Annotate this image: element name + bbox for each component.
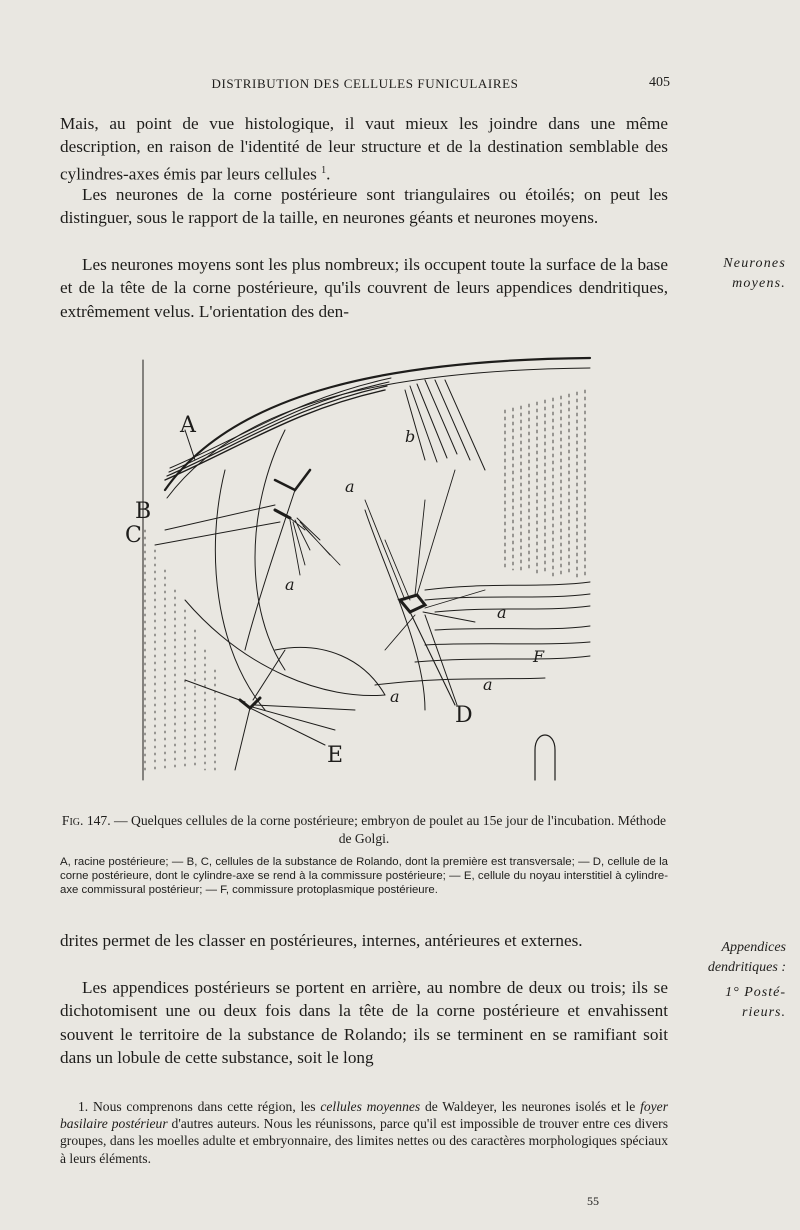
paragraph-5-text: Les appendices postérieurs se portent en arrière, au nombre de deux ou trois; ils se dichotomisent une ou deux fois dans la tête de la corne postérieure et envahissent souvent le territoire de la substance de Rolando; ils se terminent en se ramifiant soit dans un lobule de cette substance, soit le long <box>60 978 668 1068</box>
margin-note-line: Neurones <box>723 256 786 271</box>
margin-note-line: moyens. <box>732 276 786 291</box>
running-title: DISTRIBUTION DES CELLULES FUNICULAIRES <box>211 76 519 91</box>
margin-note-appendices <box>672 938 786 978</box>
margin-note-line: Appendices <box>721 940 786 955</box>
figure-label-E: E <box>327 743 344 768</box>
margin-note-line: 1° Posté- <box>725 985 786 1000</box>
footnote-number: 1. <box>78 1099 89 1114</box>
margin-note-line: rieurs. <box>742 1005 786 1020</box>
footnote-text: Nous comprenons dans cette région, les <box>92 1099 316 1114</box>
paragraph-2 <box>60 183 668 230</box>
footnote-emphasis: cellules moyennes <box>320 1099 421 1114</box>
figure-label-a: a <box>345 477 355 496</box>
figure-label-D: D <box>455 703 473 728</box>
page-header <box>60 74 670 94</box>
margin-note-neurones-moyens <box>676 254 786 294</box>
paragraph-3-text: Les neurones moyens sont les plus nombreux; ils occupent toute la surface de la base et de la tête de la corne postérieure, qu'ils couvrent de leurs appendices dendritiques, extrêmement velus. L'orientation des den- <box>60 255 668 321</box>
figure-label-a: a <box>483 675 493 694</box>
paragraph-5 <box>60 976 668 1070</box>
figure-label-a: a <box>285 575 295 594</box>
footnote-emphasis: foyer basilaire postérieur <box>60 1099 669 1132</box>
page-number: 405 <box>649 75 670 90</box>
figure-label-a: a <box>390 687 400 706</box>
footnote-text: d'autres auteurs. Nous les réunissons, parce qu'il est impossible de trouver entre ces divers groupes, dans les moelles adulte et embryonnaire, des limites nettes ou des caractères morphologiques spéciaux à leurs éléments. <box>60 1116 668 1166</box>
margin-note-posterieurs <box>672 983 786 1023</box>
figure-number: Fig. 147. <box>61 813 111 828</box>
paragraph-1-end: . <box>326 164 331 184</box>
figure-caption <box>60 812 668 848</box>
figure-147-illustration <box>125 350 595 790</box>
margin-note-line: dendritiques : <box>707 960 786 975</box>
figure-caption-text: — Quelques cellules de la corne postérieure; embryon de poulet au 15e jour de l'incubation. Méthode de Golgi. <box>114 813 667 846</box>
footnote-text: de Waldeyer, les neurones isolés et le <box>424 1099 636 1114</box>
paragraph-3 <box>60 253 668 323</box>
figure-label-F: F <box>533 647 545 666</box>
paragraph-1-text: Mais, au point de vue histologique, il vaut mieux les joindre dans une même description, en raison de l'identité de leur structure et de la destination semblable des cylindres-axes émis par leurs cellules <box>60 114 668 184</box>
figure-label-A: A <box>180 413 196 438</box>
figure-label-b: b <box>405 427 416 446</box>
footnote <box>60 1098 668 1167</box>
figure-label-B: B <box>135 499 152 524</box>
sheet-number: 55 <box>587 1194 599 1208</box>
footnote-reference: 1 <box>321 164 327 176</box>
paragraph-1 <box>60 112 668 186</box>
paragraph-2-text: Les neurones de la corne postérieure sont triangulaires ou étoilés; on peut les distinguer, sous le rapport de la taille, en neurones géants et neurones moyens. <box>60 185 668 228</box>
figure-legend: A, racine postérieure; — B, C, cellules de la substance de Rolando, dont la première est transversale; — D, cellule de la corne postérieure, dont le cylindre-axe se rend à la commissure postérieure; — E, cellule du noyau interstitiel à cylindre-axe commissural postérieur; — F, commissure protoplasmique postérieure. <box>60 856 668 897</box>
figure-label-C: C <box>125 523 142 548</box>
paragraph-4: drites permet de les classer en postérieures, internes, antérieures et externes. <box>60 931 583 950</box>
figure-label-a: a <box>497 603 507 622</box>
histology-drawing <box>125 350 595 790</box>
